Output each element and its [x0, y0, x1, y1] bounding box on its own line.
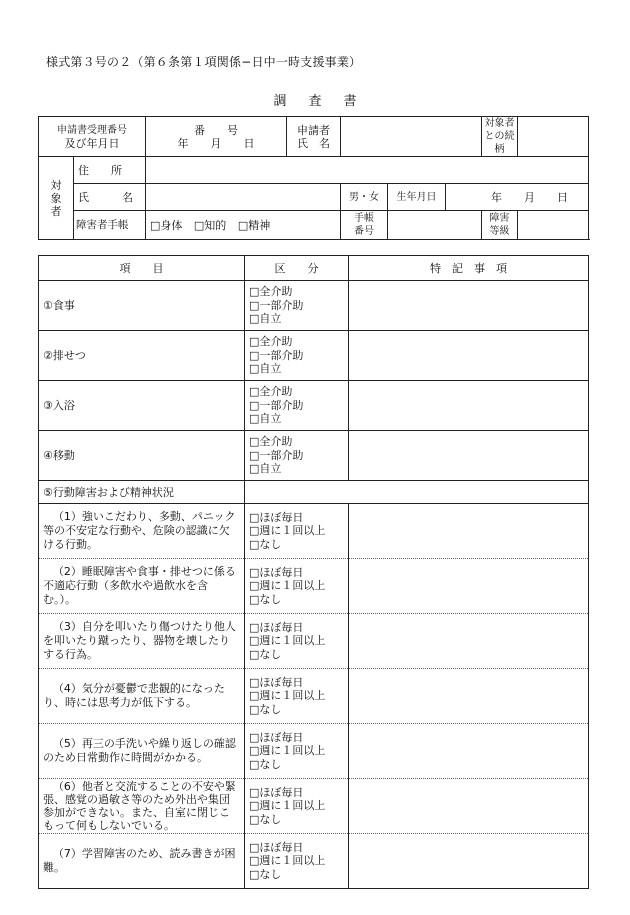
freq-options-2	[245, 559, 349, 614]
checkbox-intellectual[interactable]: □知的	[193, 218, 227, 232]
freq-options-7	[245, 834, 349, 889]
freq-options-3	[245, 614, 349, 669]
column-item-header: 項 目	[39, 256, 245, 281]
option-none[interactable]: □なし	[249, 592, 282, 606]
note-field-meal[interactable]	[349, 281, 589, 331]
behavior-item-7: （7）学習障害のため、読み書きが困難。	[39, 834, 245, 889]
care-item-toilet: ②排せつ	[39, 331, 245, 381]
option-independent[interactable]: □自立	[249, 462, 282, 476]
option-full-assist[interactable]: □全介助	[249, 285, 293, 299]
option-full-assist[interactable]: □全介助	[249, 335, 293, 349]
relation-field[interactable]	[518, 117, 589, 157]
survey-table	[38, 255, 589, 889]
freq-options-5	[245, 724, 349, 779]
birth-date-field[interactable]: 年 月 日	[446, 184, 589, 211]
option-partial-assist[interactable]: □一部介助	[249, 348, 304, 362]
behavior-item-5: （5）再三の手洗いや繰り返しの確認のため日常動作に時間がかかる。	[39, 724, 245, 779]
behavior-item-1: （1）強いこだわり、多動、パニック等の不安定な行動や、危険の認識に欠ける行動。	[39, 504, 245, 559]
option-none[interactable]: □なし	[249, 537, 282, 551]
note-field-behavior-4[interactable]	[349, 669, 589, 724]
care-item-meal: ①食事	[39, 281, 245, 331]
option-none[interactable]: □なし	[249, 867, 282, 881]
birth-label: 生年月日	[388, 184, 446, 211]
note-field-behavior-2[interactable]	[349, 559, 589, 614]
note-field-behavior-6[interactable]	[349, 779, 589, 834]
option-weekly[interactable]: □週に１回以上	[249, 579, 326, 593]
option-none[interactable]: □なし	[249, 812, 282, 826]
option-weekly[interactable]: □週に１回以上	[249, 744, 326, 758]
column-class-header: 区 分	[245, 256, 349, 281]
handbook-number-field[interactable]	[388, 211, 482, 240]
handbook-number-label: 手帳 番号	[341, 211, 388, 240]
note-field-behavior-5[interactable]	[349, 724, 589, 779]
column-note-header: 特 記 事 項	[349, 256, 589, 281]
option-partial-assist[interactable]: □一部介助	[249, 448, 304, 462]
option-almost-daily[interactable]: □ほぼ毎日	[249, 785, 304, 799]
note-field-behavior-3[interactable]	[349, 614, 589, 669]
freq-options-4	[245, 669, 349, 724]
note-field-bathing[interactable]	[349, 381, 589, 431]
freq-options-1	[245, 504, 349, 559]
behavior-item-2: （2）睡眠障害や食事・排せつに係る不適応行動（多飲水や過飲水を含む。）。	[39, 559, 245, 614]
behavior-item-6: （6）他者と交流することの不安や緊張、感覚の過敏さ等のため外出や集団参加ができない。また、自室に閉じこもって何もしないでいる。	[39, 779, 245, 834]
option-independent[interactable]: □自立	[249, 412, 282, 426]
receipt-number-date[interactable]: 番 号 年 月 日	[146, 117, 287, 157]
relation-label: 対象者 との続柄	[482, 117, 518, 157]
grade-field[interactable]	[518, 211, 589, 240]
option-none[interactable]: □なし	[249, 647, 282, 661]
document-title: 調査書	[273, 94, 379, 109]
option-almost-daily[interactable]: □ほぼ毎日	[249, 730, 304, 744]
option-weekly[interactable]: □週に１回以上	[249, 689, 326, 703]
sex-selector[interactable]: 男・女	[341, 184, 388, 211]
option-independent[interactable]: □自立	[249, 312, 282, 326]
option-full-assist[interactable]: □全介助	[249, 385, 293, 399]
option-almost-daily[interactable]: □ほぼ毎日	[249, 510, 304, 524]
care-options-meal	[245, 281, 349, 331]
behavior-item-4: （4）気分が憂鬱で悲観的になったり、時には思考力が低下する。	[39, 669, 245, 724]
subject-name-field[interactable]	[146, 184, 341, 211]
freq-options-6	[245, 779, 349, 834]
option-independent[interactable]: □自立	[249, 362, 282, 376]
behavior-section-title: ⑤行動障害および精神状況	[39, 481, 245, 504]
option-weekly[interactable]: □週に１回以上	[249, 799, 326, 813]
option-almost-daily[interactable]: □ほぼ毎日	[249, 565, 304, 579]
applicant-label: 申請者 氏 名	[287, 117, 341, 157]
care-options-toilet	[245, 331, 349, 381]
option-almost-daily[interactable]: □ほぼ毎日	[249, 620, 304, 634]
address-field[interactable]	[146, 157, 589, 184]
grade-label: 障害 等級	[482, 211, 518, 240]
address-label: 住 所	[74, 157, 146, 184]
care-options-bathing	[245, 381, 349, 431]
behavior-item-3: （3）自分を叩いたり傷つけたり他人を叩いたり蹴ったり、器物を壊したりする行為。	[39, 614, 245, 669]
note-field-behavior-1[interactable]	[349, 504, 589, 559]
receipt-label: 申請書受理番号 及び年月日	[39, 117, 146, 157]
applicant-name-field[interactable]	[341, 117, 482, 157]
handbook-type-options	[146, 211, 341, 240]
option-weekly[interactable]: □週に１回以上	[249, 524, 326, 538]
option-weekly[interactable]: □週に１回以上	[249, 634, 326, 648]
option-partial-assist[interactable]: □一部介助	[249, 398, 304, 412]
option-almost-daily[interactable]: □ほぼ毎日	[249, 675, 304, 689]
option-none[interactable]: □なし	[249, 757, 282, 771]
note-field-behavior-7[interactable]	[349, 834, 589, 889]
checkbox-physical[interactable]: □身体	[150, 218, 183, 232]
note-field-toilet[interactable]	[349, 331, 589, 381]
handbook-label: 障害者手帳	[74, 211, 146, 240]
option-almost-daily[interactable]: □ほぼ毎日	[249, 840, 304, 854]
option-weekly[interactable]: □週に１回以上	[249, 854, 326, 868]
option-partial-assist[interactable]: □一部介助	[249, 298, 304, 312]
subject-label: 対象者	[39, 157, 74, 240]
option-none[interactable]: □なし	[249, 702, 282, 716]
name-label: 氏 名	[74, 184, 146, 211]
behavior-section-blank	[245, 481, 589, 504]
applicant-table	[38, 116, 589, 240]
form-title: 様式第３号の２（第６条第１項関係−日中一時支援事業）	[46, 55, 362, 69]
care-item-bathing: ③入浴	[39, 381, 245, 431]
note-field-mobility[interactable]	[349, 431, 589, 481]
option-full-assist[interactable]: □全介助	[249, 435, 293, 449]
checkbox-mental[interactable]: □精神	[237, 218, 271, 232]
care-options-mobility	[245, 431, 349, 481]
care-item-mobility: ④移動	[39, 431, 245, 481]
